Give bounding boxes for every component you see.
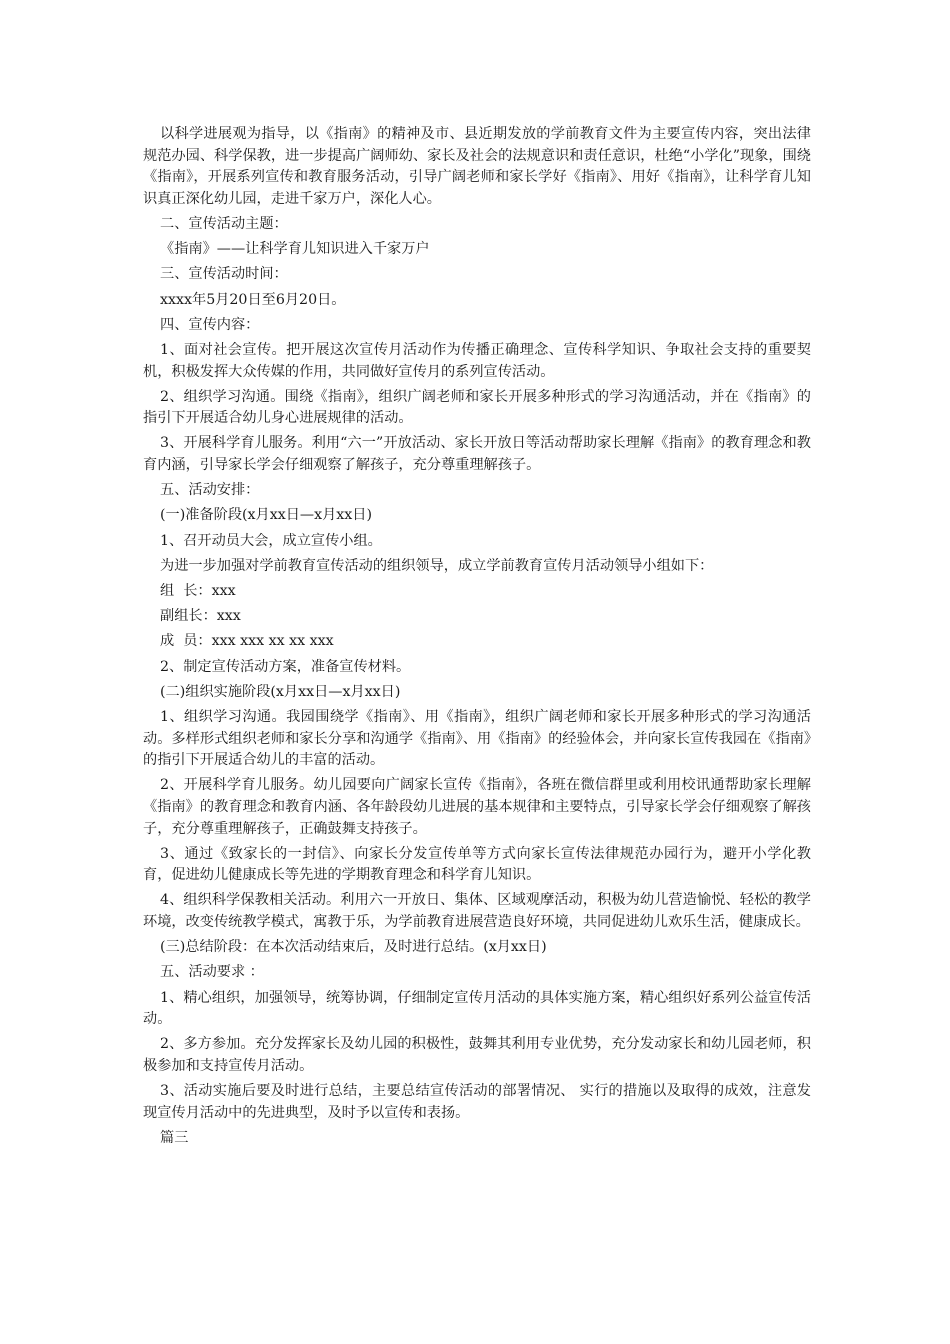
implementation-item-1: 1、组织学习沟通。我园围绕学《指南》、用《指南》，组织广阔老师和家长开展多种形式的学习沟通活动。多样形式组织老师和家长分享和沟通学《指南》、用《指南》的经验体会，并向家长宣传我园在《指南》的指引下开展适合幼儿的丰富的活动。 [143,708,811,769]
requirement-item-2: 2、多方参加。充分发挥家长及幼儿园的积极性，鼓舞其利用专业优势，充分发动家长和幼儿园老师，积极参加和支持宣传月活动。 [143,1036,811,1074]
preparation-item-1: 1、召开动员大会，成立宣传小组。 [160,532,382,549]
stage-summary-heading: (三)总结阶段：在本次活动结束后，及时进行总结。(x月xx日) [160,939,547,956]
implementation-item-2: 2、开展科学育儿服务。幼儿园要向广阔家长宣传《指南》，各班在微信群里或利用校讯通帮助家长理解《指南》的教育理念和教育内涵、各年龄段幼儿进展的基本规律和主要特点，引导家长学会仔细观察了解孩子，充分尊重理解孩子，正确鼓舞支持孩子。 [143,777,811,837]
section-heading-time: 三、宣传活动时间： [160,266,288,283]
content-item-3: 3、开展科学育儿服务。利用“六一”开放活动、家长开放日等活动帮助家长理解《指南》的教育理念和教育内涵，引导家长学会仔细观察了解孩子，充分尊重理解孩子。 [143,435,811,474]
theme-text: 《指南》——让科学育儿知识进入千家万户 [160,241,430,258]
implementation-item-4: 4、组织科学保教相关活动。利用六一开放日、集体、区域观摩活动，积极为幼儿营造愉悦、轻松的教学环境，改变传统教学模式，寓教于乐，为学前教育进展营造良好环境，共同促进幼儿欢乐生活，健康成长。 [143,892,811,931]
section-heading-arrangement: 五、活动安排： [160,482,260,499]
requirement-item-1: 1、精心组织，加强领导，统筹协调，仔细制定宣传月活动的具体实施方案，精心组织好系列公益宣传活动。 [143,989,811,1028]
content-item-2: 2、组织学习沟通。围绕《指南》，组织广阔老师和家长开展多种形式的学习沟通活动，并在《指南》的指引下开展适合幼儿身心进展规律的活动。 [143,388,811,427]
document-body [143,124,811,1150]
stage-preparation-heading: (一)准备阶段(x月xx日—x月xx日) [160,507,373,524]
content-item-1: 1、面对社会宣传。把开展这次宣传月活动作为传播正确理念、宣传科学知识、争取社会支持的重要契机，积极发挥大众传媒的作用，共同做好宣传月的系列宣传活动。 [143,341,811,380]
section-heading-theme: 二、宣传活动主题： [160,215,288,232]
section-heading-content: 四、宣传内容： [160,316,260,333]
stage-implementation-heading: (二)组织实施阶段(x月xx日—x月xx日) [160,683,401,700]
chapter-label: 篇三 [160,1129,189,1146]
leadership-intro: 为进一步加强对学前教育宣传活动的组织领导，成立学前教育宣传月活动领导小组如下： [160,557,714,574]
leader-line: 组 长：xxx [160,583,236,599]
preparation-item-2: 2、制定宣传活动方案，准备宣传材料。 [160,658,411,675]
time-text: xxxx年5月20日至6月20日。 [160,291,346,308]
deputy-leader-line: 副组长：xxx [160,608,241,625]
requirement-item-3: 3、活动实施后要及时进行总结，主要总结宣传活动的部署情况、 实行的措施以及取得的成效，注意发现宣传月活动中的先进典型，及时予以宣传和表扬。 [143,1083,811,1121]
intro-paragraph: 以科学进展观为指导，以《指南》的精神及市、县近期发放的学前教育文件为主要宣传内容，突出法律规范办园、科学保教，进一步提高广阔师幼、家长及社会的法规意识和责任意识，杜绝“小学化”现象，围绕《指南》，开展系列宣传和教育服务活动，引导广阔老师和家长学好《指南》、用好《指南》，让科学育儿知识真正深化幼儿园，走进千家万户，深化人心。 [143,126,811,207]
implementation-item-3: 3、通过《致家长的一封信》、向家长分发宣传单等方式向家长宣传法律规范办园行为，避开小学化教育，促进幼儿健康成长等先进的学期教育理念和科学育儿知识。 [143,845,811,884]
section-heading-requirements: 五、活动要求 ： [160,964,264,981]
members-line: 成 员：xxx xxx xx xx xxx [160,633,334,650]
